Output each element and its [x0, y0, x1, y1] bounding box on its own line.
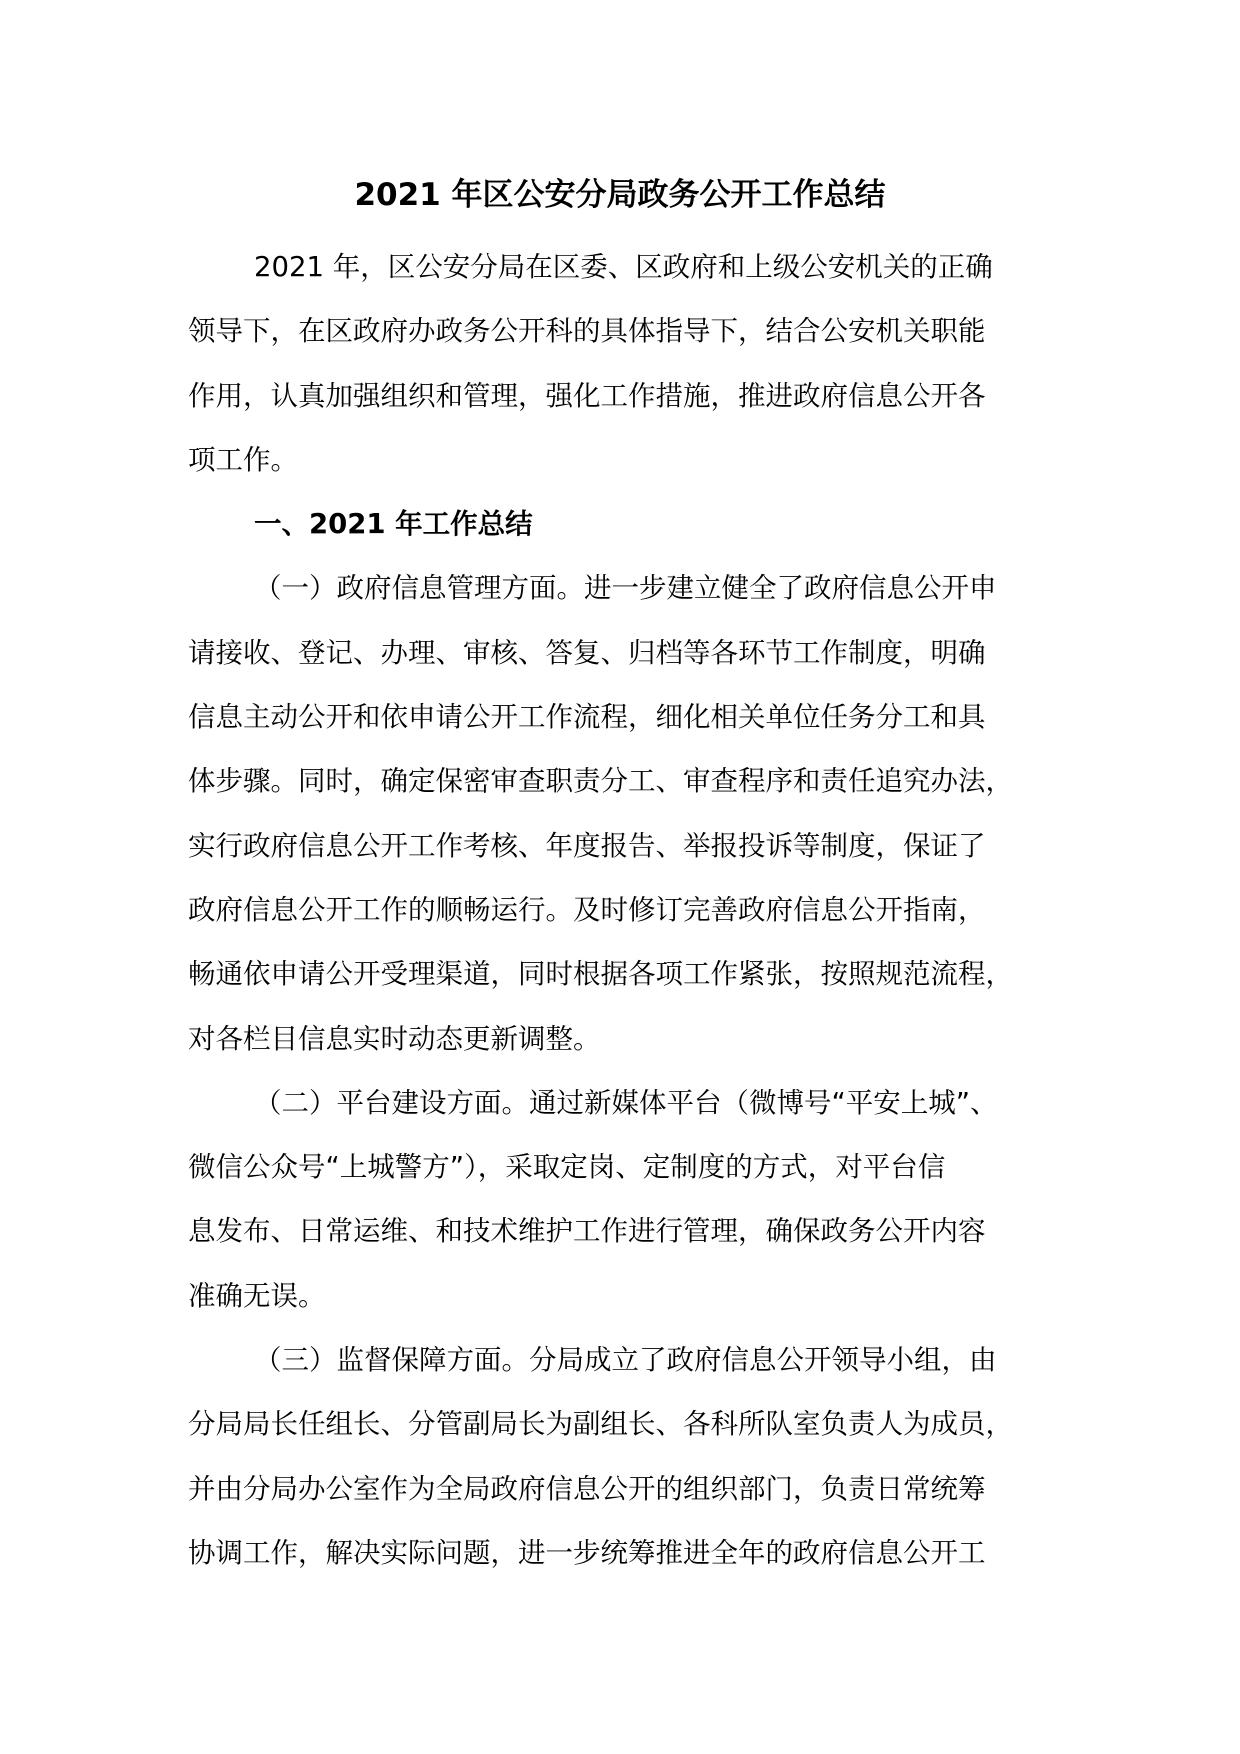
paragraph-line: 政府信息公开工作的顺畅运行。及时修订完善政府信息公开指南，: [188, 893, 986, 926]
paragraph-line: 对各栏目信息实时动态更新调整。: [188, 1022, 601, 1055]
paragraph-line: 体步骤。同时，确定保密审查职责分工、审查程序和责任追究办法，: [188, 765, 1013, 798]
paragraph-line: 作用，认真加强组织和管理，强化工作措施，推进政府信息公开各: [188, 379, 986, 412]
paragraph-line: 准确无误。: [188, 1279, 326, 1312]
paragraph-line: 息发布、日常运维、和技术维护工作进行管理，确保政务公开内容: [188, 1215, 986, 1248]
paragraph-line: 协调工作，解决实际问题，进一步统筹推进全年的政府信息公开工: [188, 1536, 986, 1569]
document-body: [188, 235, 1068, 1585]
paragraph-line: （三）监督保障方面。分局成立了政府信息公开领导小组，由: [254, 1344, 997, 1377]
paragraph-line: 微信公众号“上城警方”），采取定岗、定制度的方式，对平台信: [188, 1151, 946, 1184]
paragraph-line: 信息主动公开和依申请公开工作流程，细化相关单位任务分工和具: [188, 701, 986, 734]
paragraph-line: 并由分局办公室作为全局政府信息公开的组织部门，负责日常统筹: [188, 1472, 986, 1505]
paragraph-line: 领导下，在区政府办政务公开科的具体指导下，结合公安机关职能: [188, 315, 986, 348]
paragraph-line: 项工作。: [188, 443, 298, 476]
document-title: 2021 年区公安分局政务公开工作总结: [354, 177, 886, 213]
paragraph-line: 请接收、登记、办理、审核、答复、归档等各环节工作制度，明确: [188, 636, 986, 669]
paragraph-line: 2021 年，区公安分局在区委、区政府和上级公安机关的正确: [254, 251, 993, 283]
section-heading: 一、2021 年工作总结: [254, 508, 533, 541]
paragraph-line: 分局局长任组长、分管副局长为副组长、各科所队室负责人为成员，: [188, 1408, 1013, 1441]
paragraph-line: （二）平台建设方面。通过新媒体平台（微博号“平安上城”、: [254, 1086, 998, 1119]
paragraph-line: 畅通依申请公开受理渠道，同时根据各项工作紧张，按照规范流程，: [188, 958, 1013, 991]
paragraph-line: 实行政府信息公开工作考核、年度报告、举报投诉等制度，保证了: [188, 829, 986, 862]
paragraph-line: （一）政府信息管理方面。进一步建立健全了政府信息公开申: [254, 572, 997, 605]
